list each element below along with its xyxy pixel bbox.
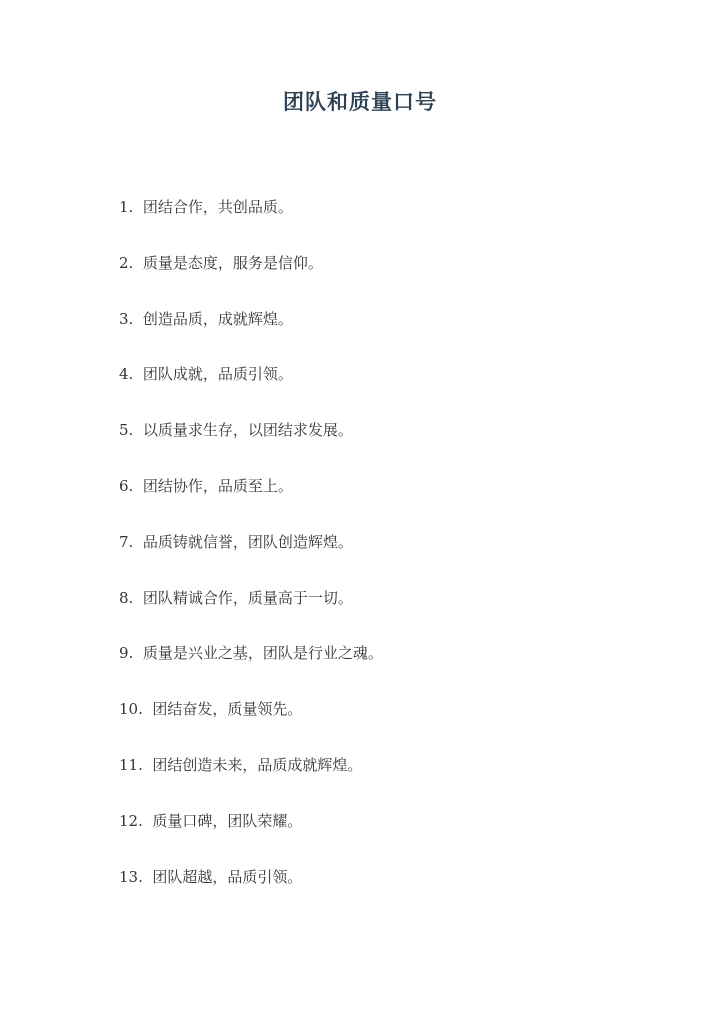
item-text: 团队超越，品质引领。 <box>152 867 303 886</box>
list-item <box>119 362 383 418</box>
item-text: 质量是态度，服务是信仰。 <box>142 253 323 272</box>
list-item <box>119 418 383 474</box>
item-text: 品质铸就信誉，团队创造辉煌。 <box>142 532 353 551</box>
item-number: 5. <box>119 421 134 440</box>
item-number: 10. <box>119 700 143 719</box>
item-text: 团结合作，共创品质。 <box>142 198 293 216</box>
list-item <box>119 753 383 809</box>
item-number: 2. <box>119 253 134 272</box>
item-text: 团队成就，品质引领。 <box>142 365 293 384</box>
list-item <box>119 474 383 530</box>
list-item <box>119 809 383 865</box>
list-item <box>119 530 383 586</box>
document-title: 团队和质量口号 <box>283 89 437 114</box>
item-number: 8. <box>119 588 134 607</box>
item-number: 6. <box>119 476 134 495</box>
item-text: 质量口碑，团队荣耀。 <box>152 811 303 830</box>
list-item <box>119 251 383 307</box>
list-item <box>119 865 383 921</box>
item-text: 质量是兴业之基，团队是行业之魂。 <box>142 644 383 663</box>
item-text: 团结创造未来，品质成就辉煌。 <box>152 755 363 774</box>
item-text: 团结奋发，质量领先。 <box>152 700 303 719</box>
slogan-list <box>119 195 383 920</box>
item-number: 13. <box>119 867 143 886</box>
list-item <box>119 195 383 251</box>
list-item <box>119 697 383 753</box>
item-number: 4. <box>119 365 134 384</box>
item-text: 以质量求生存，以团结求发展。 <box>142 421 353 440</box>
list-item <box>119 307 383 363</box>
item-text: 团结协作，品质至上。 <box>142 476 293 495</box>
item-number: 3. <box>119 309 134 328</box>
item-number: 7. <box>119 532 134 551</box>
item-number: 9. <box>119 644 134 663</box>
list-item <box>119 641 383 697</box>
item-text: 团队精诚合作，质量高于一切。 <box>142 588 353 607</box>
item-number: 12. <box>119 811 143 830</box>
list-item <box>119 586 383 642</box>
item-number: 11. <box>119 755 143 774</box>
item-text: 创造品质，成就辉煌。 <box>142 309 293 328</box>
item-number: 1. <box>119 198 134 216</box>
